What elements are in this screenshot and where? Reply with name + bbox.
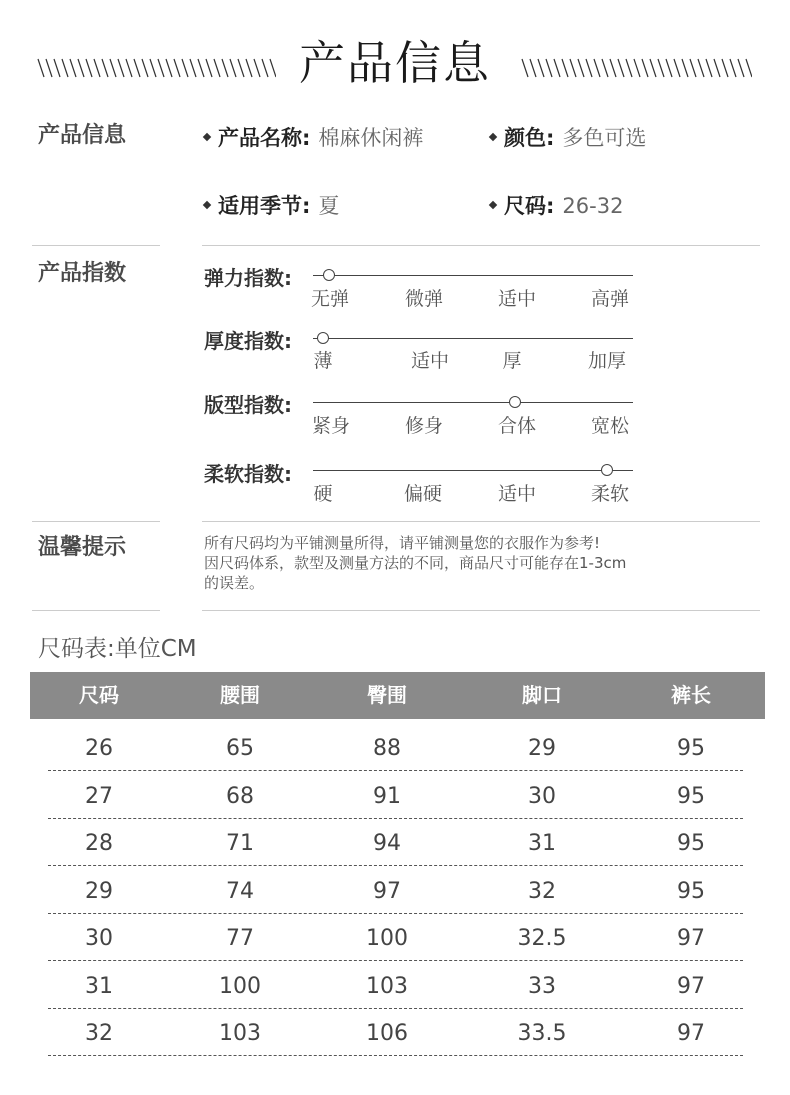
size-table-title: 尺码表:单位CM [38,636,197,662]
index-option: 柔软 [590,483,630,505]
table-cell: 71 [226,831,254,856]
row-divider [48,865,743,866]
index-track [313,338,633,339]
table-row [0,827,790,871]
index-option: 适中 [410,350,450,372]
index-option: 合体 [497,415,537,437]
divider [202,610,760,611]
table-cell: 97 [373,878,401,904]
row-divider [48,1008,743,1009]
index-option: 修身 [404,415,444,437]
field-value: 26-32 [562,194,624,218]
product-index-label: 产品指数 [38,261,127,286]
field-key: 颜色: [504,126,555,150]
index-label: 柔软指数: [204,462,292,486]
bullet-icon [489,133,497,141]
column-header: 腰围 [220,683,260,707]
row-divider [48,960,743,961]
field-value: 夏 [318,194,340,218]
table-cell: 77 [226,926,254,951]
index-knob [509,396,521,408]
table-cell: 97 [677,973,705,999]
tips-line: 所有尺码均为平铺测量所得，请平铺测量您的衣服作为参考! [204,534,601,552]
table-cell: 95 [677,783,705,809]
bullet-icon [203,201,211,209]
table-cell: 32 [85,1021,113,1046]
table-cell: 95 [677,878,705,904]
page-title: 产品信息 [299,36,491,90]
table-row [0,780,790,824]
table-cell: 30 [528,783,556,809]
tips-text [204,533,684,593]
field-size [490,190,623,220]
index-option: 硬 [313,483,333,505]
table-cell: 26 [85,736,113,761]
index-option: 无弹 [310,288,350,310]
index-option: 适中 [497,288,537,310]
table-cell: 33 [528,973,556,999]
field-key: 产品名称: [218,126,311,150]
row-divider [48,913,743,914]
field-key: 适用季节: [218,194,311,218]
table-row [0,1017,790,1061]
table-cell: 33.5 [517,1021,567,1046]
table-cell: 103 [219,1021,261,1046]
product-info-label: 产品信息 [38,123,127,148]
table-row [0,875,790,919]
table-cell: 95 [677,736,705,761]
bullet-icon [489,201,497,209]
table-cell: 94 [373,831,401,856]
table-cell: 100 [219,973,261,999]
index-knob [317,332,329,344]
table-cell: 30 [85,926,113,951]
index-label: 版型指数: [204,393,292,417]
table-cell: 32 [528,878,556,904]
divider [202,521,760,522]
table-cell: 97 [677,1021,705,1046]
index-option: 加厚 [587,350,627,372]
table-cell: 74 [226,878,254,904]
table-cell: 65 [226,736,254,761]
index-option: 宽松 [590,415,630,437]
divider [202,245,760,246]
table-cell: 91 [373,783,401,809]
index-track [313,402,633,403]
column-header: 裤长 [671,683,711,707]
index-option: 微弹 [404,288,444,310]
index-knob [601,464,613,476]
table-cell: 29 [528,736,556,761]
index-knob [323,269,335,281]
table-cell: 68 [226,783,254,809]
table-cell: 28 [85,831,113,856]
table-row [0,732,790,776]
index-track [313,470,633,471]
divider [32,521,160,522]
field-season [204,190,339,220]
index-option: 偏硬 [403,483,443,505]
row-divider [48,770,743,771]
row-divider [48,1055,743,1056]
table-cell: 32.5 [517,926,567,951]
right-hatch-decoration [520,58,752,78]
column-header: 尺码 [79,683,119,707]
table-cell: 95 [677,831,705,856]
table-cell: 97 [677,926,705,951]
field-key: 尺码: [504,194,555,218]
index-option: 紧身 [311,415,351,437]
column-header: 脚口 [522,683,562,707]
tips-line: 的误差。 [204,574,265,592]
index-label: 厚度指数: [204,329,292,353]
table-cell: 31 [85,973,113,999]
field-value: 多色可选 [562,126,647,150]
column-header: 臀围 [367,683,407,707]
tips-label: 温馨提示 [38,535,127,560]
field-value: 棉麻休闲裤 [318,126,424,150]
index-option: 厚 [502,350,522,372]
tips-line: 因尺码体系，款型及测量方法的不同，商品尺寸可能存在1-3cm [204,554,627,572]
bullet-icon [203,133,211,141]
divider [32,245,160,246]
index-option: 高弹 [590,288,630,310]
table-cell: 103 [366,973,408,999]
table-cell: 106 [366,1021,408,1046]
table-cell: 27 [85,783,113,809]
table-cell: 29 [85,878,113,904]
table-row [0,970,790,1014]
field-color [490,122,646,152]
index-track [313,275,633,276]
index-option: 薄 [313,350,333,372]
index-option: 适中 [497,483,537,505]
field-product-name [204,122,423,152]
divider [32,610,160,611]
index-label: 弹力指数: [204,266,292,290]
table-row [0,922,790,966]
table-cell: 31 [528,831,556,856]
table-cell: 88 [373,736,401,761]
table-cell: 100 [366,926,408,951]
size-table-header [30,672,765,719]
row-divider [48,818,743,819]
